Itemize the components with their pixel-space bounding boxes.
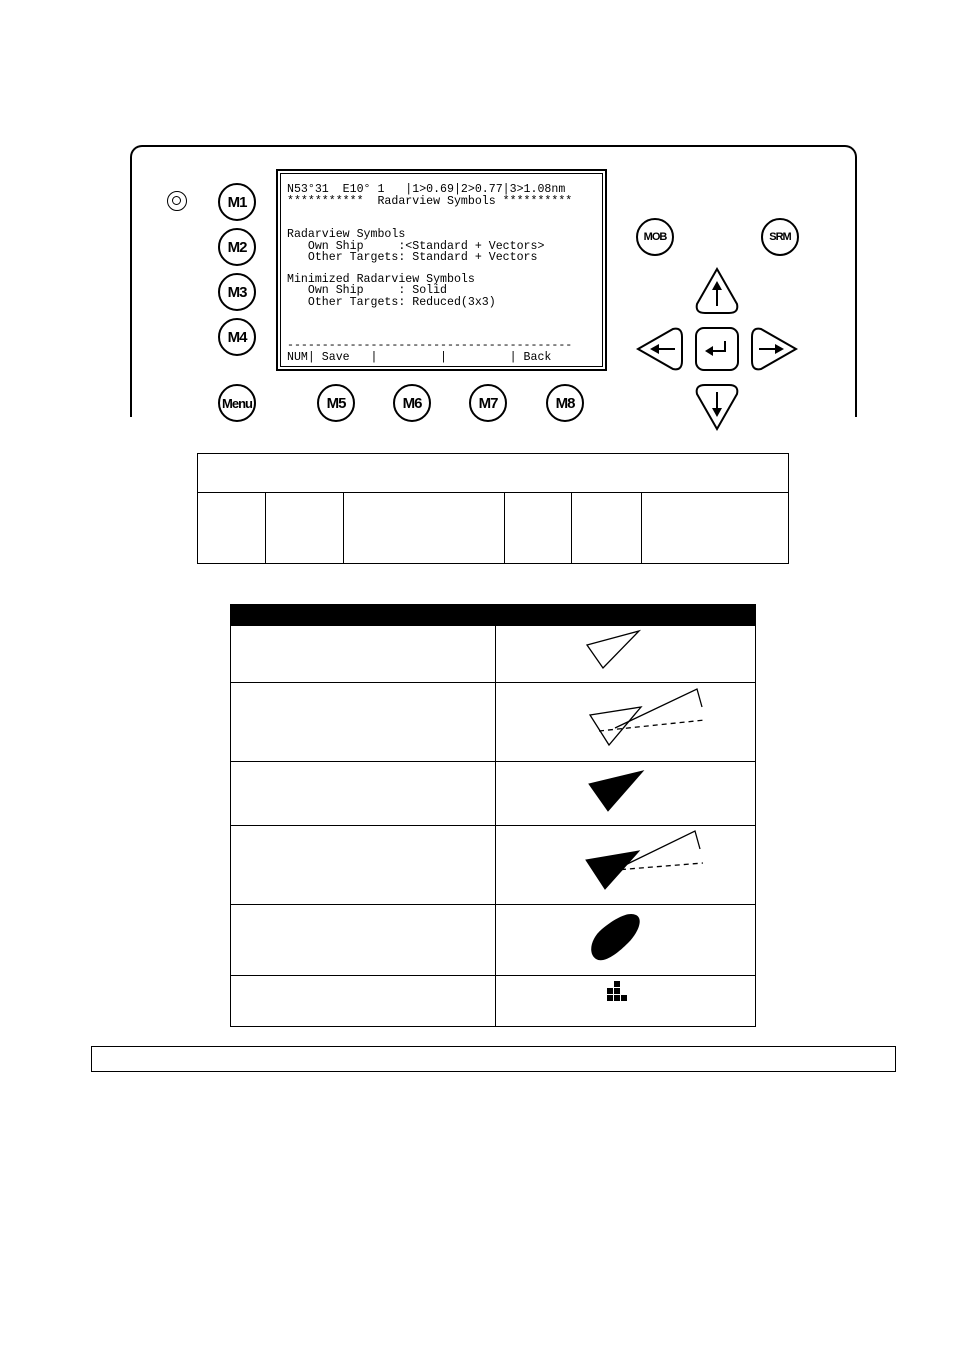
softkey-table bbox=[197, 453, 789, 564]
lcd-screen bbox=[276, 169, 607, 371]
lcd-own-ship-setting[interactable]: Own Ship :<Standard + Vectors> bbox=[287, 240, 545, 253]
solid-triangle-icon bbox=[583, 767, 653, 817]
lcd-min-own-ship-setting[interactable]: Own Ship : Solid bbox=[287, 284, 448, 297]
down-arrow-icon[interactable] bbox=[694, 382, 740, 432]
enter-icon[interactable] bbox=[694, 326, 740, 372]
power-led-icon bbox=[167, 191, 187, 211]
outline-triangle-with-vectors-icon bbox=[585, 685, 715, 755]
solid-ellipse-icon bbox=[586, 909, 656, 965]
lcd-section-heading: Radarview Symbols bbox=[287, 228, 406, 241]
lcd-min-other-targets-setting[interactable]: Other Targets: Reduced(3x3) bbox=[287, 296, 496, 309]
m8-button[interactable]: M8 bbox=[546, 384, 584, 422]
lcd-divider: ----------------------------------------- bbox=[287, 339, 573, 352]
lcd-section-heading: Minimized Radarview Symbols bbox=[287, 273, 475, 286]
m3-button[interactable]: M3 bbox=[218, 273, 256, 311]
reduced-3x3-icon bbox=[603, 979, 633, 1001]
lcd-status-line: N53°31 E10° 1 |1>0.69|2>0.77|3>1.08nm bbox=[287, 183, 566, 196]
symbols-table-header bbox=[231, 605, 755, 626]
m5-button[interactable]: M5 bbox=[317, 384, 355, 422]
outline-triangle-icon bbox=[581, 627, 651, 677]
m7-button[interactable]: M7 bbox=[469, 384, 507, 422]
m4-button[interactable]: M4 bbox=[218, 318, 256, 356]
solid-triangle-with-vectors-icon bbox=[583, 827, 713, 897]
m2-button[interactable]: M2 bbox=[218, 228, 256, 266]
softkey-table-header bbox=[198, 454, 788, 493]
srm-button[interactable]: SRM bbox=[761, 218, 799, 256]
lcd-other-targets-setting[interactable]: Other Targets: Standard + Vectors bbox=[287, 251, 538, 264]
menu-button[interactable]: Menu bbox=[218, 384, 256, 422]
right-arrow-icon[interactable] bbox=[749, 326, 799, 372]
caption-box bbox=[91, 1046, 896, 1072]
up-arrow-icon[interactable] bbox=[694, 266, 740, 316]
m1-button[interactable]: M1 bbox=[218, 183, 256, 221]
symbols-table bbox=[230, 604, 756, 1027]
lcd-title-line: *********** Radarview Symbols ********** bbox=[287, 195, 573, 208]
lcd-softkey-bar: NUM| Save | | | Back bbox=[287, 351, 552, 364]
m6-button[interactable]: M6 bbox=[393, 384, 431, 422]
mob-button[interactable]: MOB bbox=[636, 218, 674, 256]
left-arrow-icon[interactable] bbox=[635, 326, 685, 372]
